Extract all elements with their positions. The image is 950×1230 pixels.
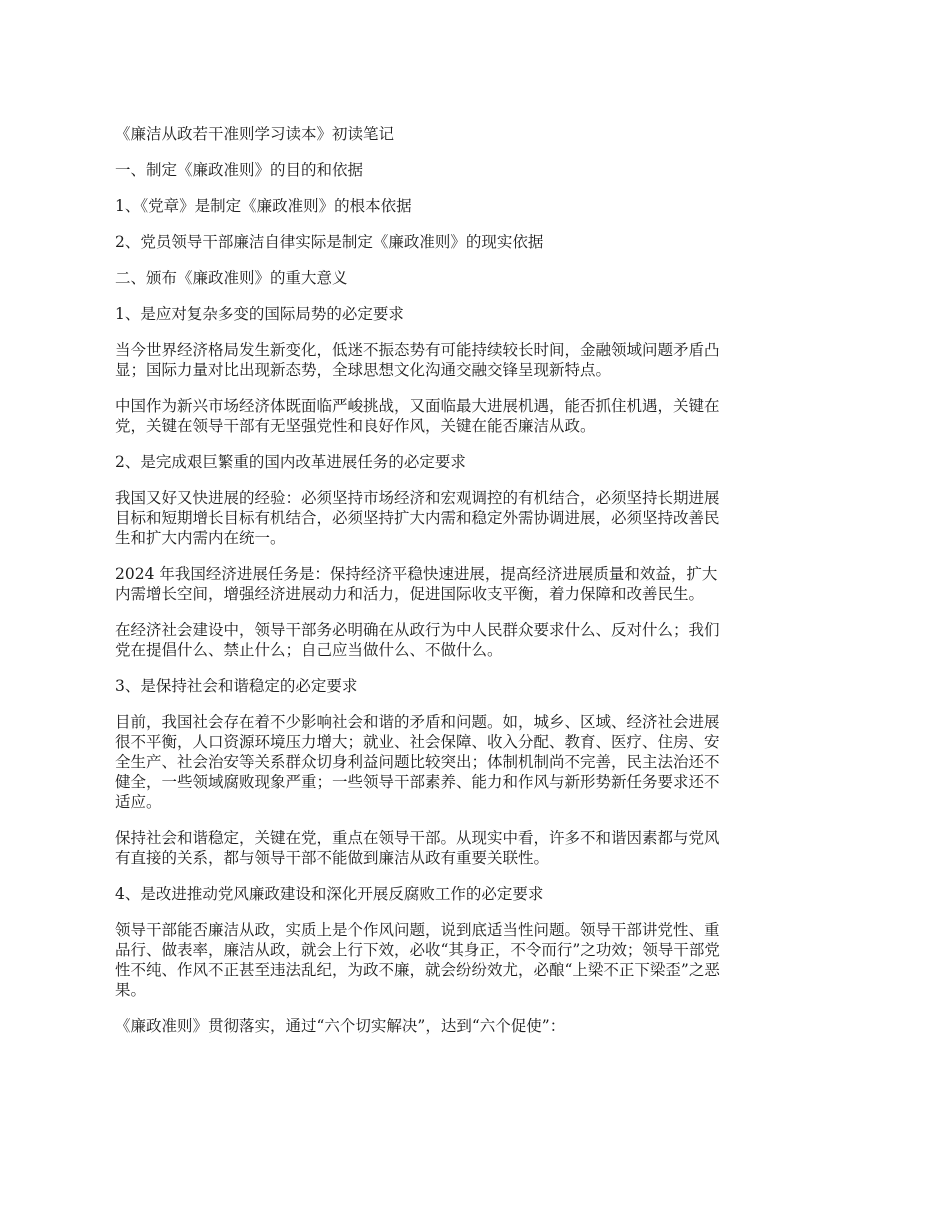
paragraph-line: 在经济社会建设中，领导干部务必明确在从政行为中人民群众要求什么、反对什么；我们 [115,621,720,639]
paragraph-line: 党在提倡什么、禁止什么；自己应当做什么、不做什么。 [115,641,503,659]
paragraph-line: 很不平衡，人口资源环境压力增大；就业、社会保障、收入分配、教育、医疗、住房、安 [115,733,720,751]
paragraph-line: 有直接的关系，都与领导干部不能做到廉洁从政有重要关联性。 [115,849,550,867]
paragraph-line: 领导干部能否廉洁从政，实质上是个作风问题，说到底适当性问题。领导干部讲党性、重 [115,921,720,939]
paragraph-1 [115,340,840,380]
paragraph-line: 品行、做表率，廉洁从政，就会上行下效，必收“其身正，不令而行”之功效；领导干部党 [115,941,720,959]
paragraph-line: 显；国际力量对比出现新态势，全球思想文化沟通交融交锋呈现新特点。 [115,361,612,379]
paragraph-line: 我国又好又快进展的经验：必须坚持市场经济和宏观调控的有机结合，必须坚持长期进展 [115,489,720,507]
paragraph-line: 性不纯、作风不正甚至违法乱纪，为政不廉，就会纷纷效尤，必酿“上梁不正下梁歪”之恶 [115,961,720,979]
paragraph-2 [115,396,840,436]
paragraph-line: 生和扩大内需内在统一。 [115,529,286,547]
paragraph-line: 适应。 [115,793,162,811]
section-heading-1: 一、制定《廉政准则》的目的和依据 [115,161,364,179]
paragraph-line: 健全，一些领域腐败现象严重；一些领导干部素养、能力和作风与新形势新任务要求还不 [115,773,720,791]
paragraph-4 [115,564,840,604]
paragraph-5 [115,620,840,660]
paragraph-line: 内需增长空间，增强经济进展动力和活力，促进国际收支平衡，着力保障和改善民生。 [115,585,705,603]
document-page [115,124,840,1052]
section2-item-3: 3、是保持社会和谐稳定的必定要求 [115,677,358,695]
paragraph-line: 党，关键在领导干部有无坚强党性和良好作风，关键在能否廉洁从政。 [115,417,596,435]
paragraph-line: 中国作为新兴市场经济体既面临严峻挑战，又面临最大进展机遇，能否抓住机遇，关键在 [115,397,720,415]
paragraph-7 [115,828,840,868]
paragraph-3 [115,488,840,548]
paragraph-line: 目标和短期增长目标有机结合，必须坚持扩大内需和稳定外需协调进展，必须坚持改善民 [115,509,720,527]
section2-item-1: 1、是应对复杂多变的国际局势的必定要求 [115,305,404,323]
section2-item-4: 4、是改进推动党风廉政建设和深化开展反腐败工作的必定要求 [115,885,544,903]
closing-line: 《廉政准则》贯彻落实，通过“六个切实解决”，达到“六个促使”： [115,1017,566,1035]
paragraph-line: 全生产、社会治安等关系群众切身利益问题比较突出；体制机制尚不完善，民主法治还不 [115,753,720,771]
section1-item-2: 2、党员领导干部廉洁自律实际是制定《廉政准则》的现实依据 [115,233,544,251]
paragraph-line: 目前，我国社会存在着不少影响社会和谐的矛盾和问题。如，城乡、区域、经济社会进展 [115,713,720,731]
paragraph-line: 果。 [115,981,147,999]
section-heading-2: 二、颁布《廉政准则》的重大意义 [115,269,348,287]
paragraph-line: 保持社会和谐稳定，关键在党，重点在领导干部。从现实中看，许多不和谐因素都与党风 [115,829,720,847]
section2-item-2: 2、是完成艰巨繁重的国内改革进展任务的必定要求 [115,453,466,471]
document-title: 《廉洁从政若干准则学习读本》初读笔记 [115,125,395,143]
paragraph-line: 当今世界经济格局发生新变化，低迷不振态势有可能持续较长时间，金融领域问题矛盾凸 [115,341,720,359]
paragraph-6 [115,712,840,812]
section1-item-1: 1、《党章》是制定《廉政准则》的根本依据 [115,197,412,215]
paragraph-8 [115,920,840,1000]
paragraph-line: 2024 年我国经济进展任务是：保持经济平稳快速进展，提高经济进展质量和效益，扩大 [115,565,718,583]
